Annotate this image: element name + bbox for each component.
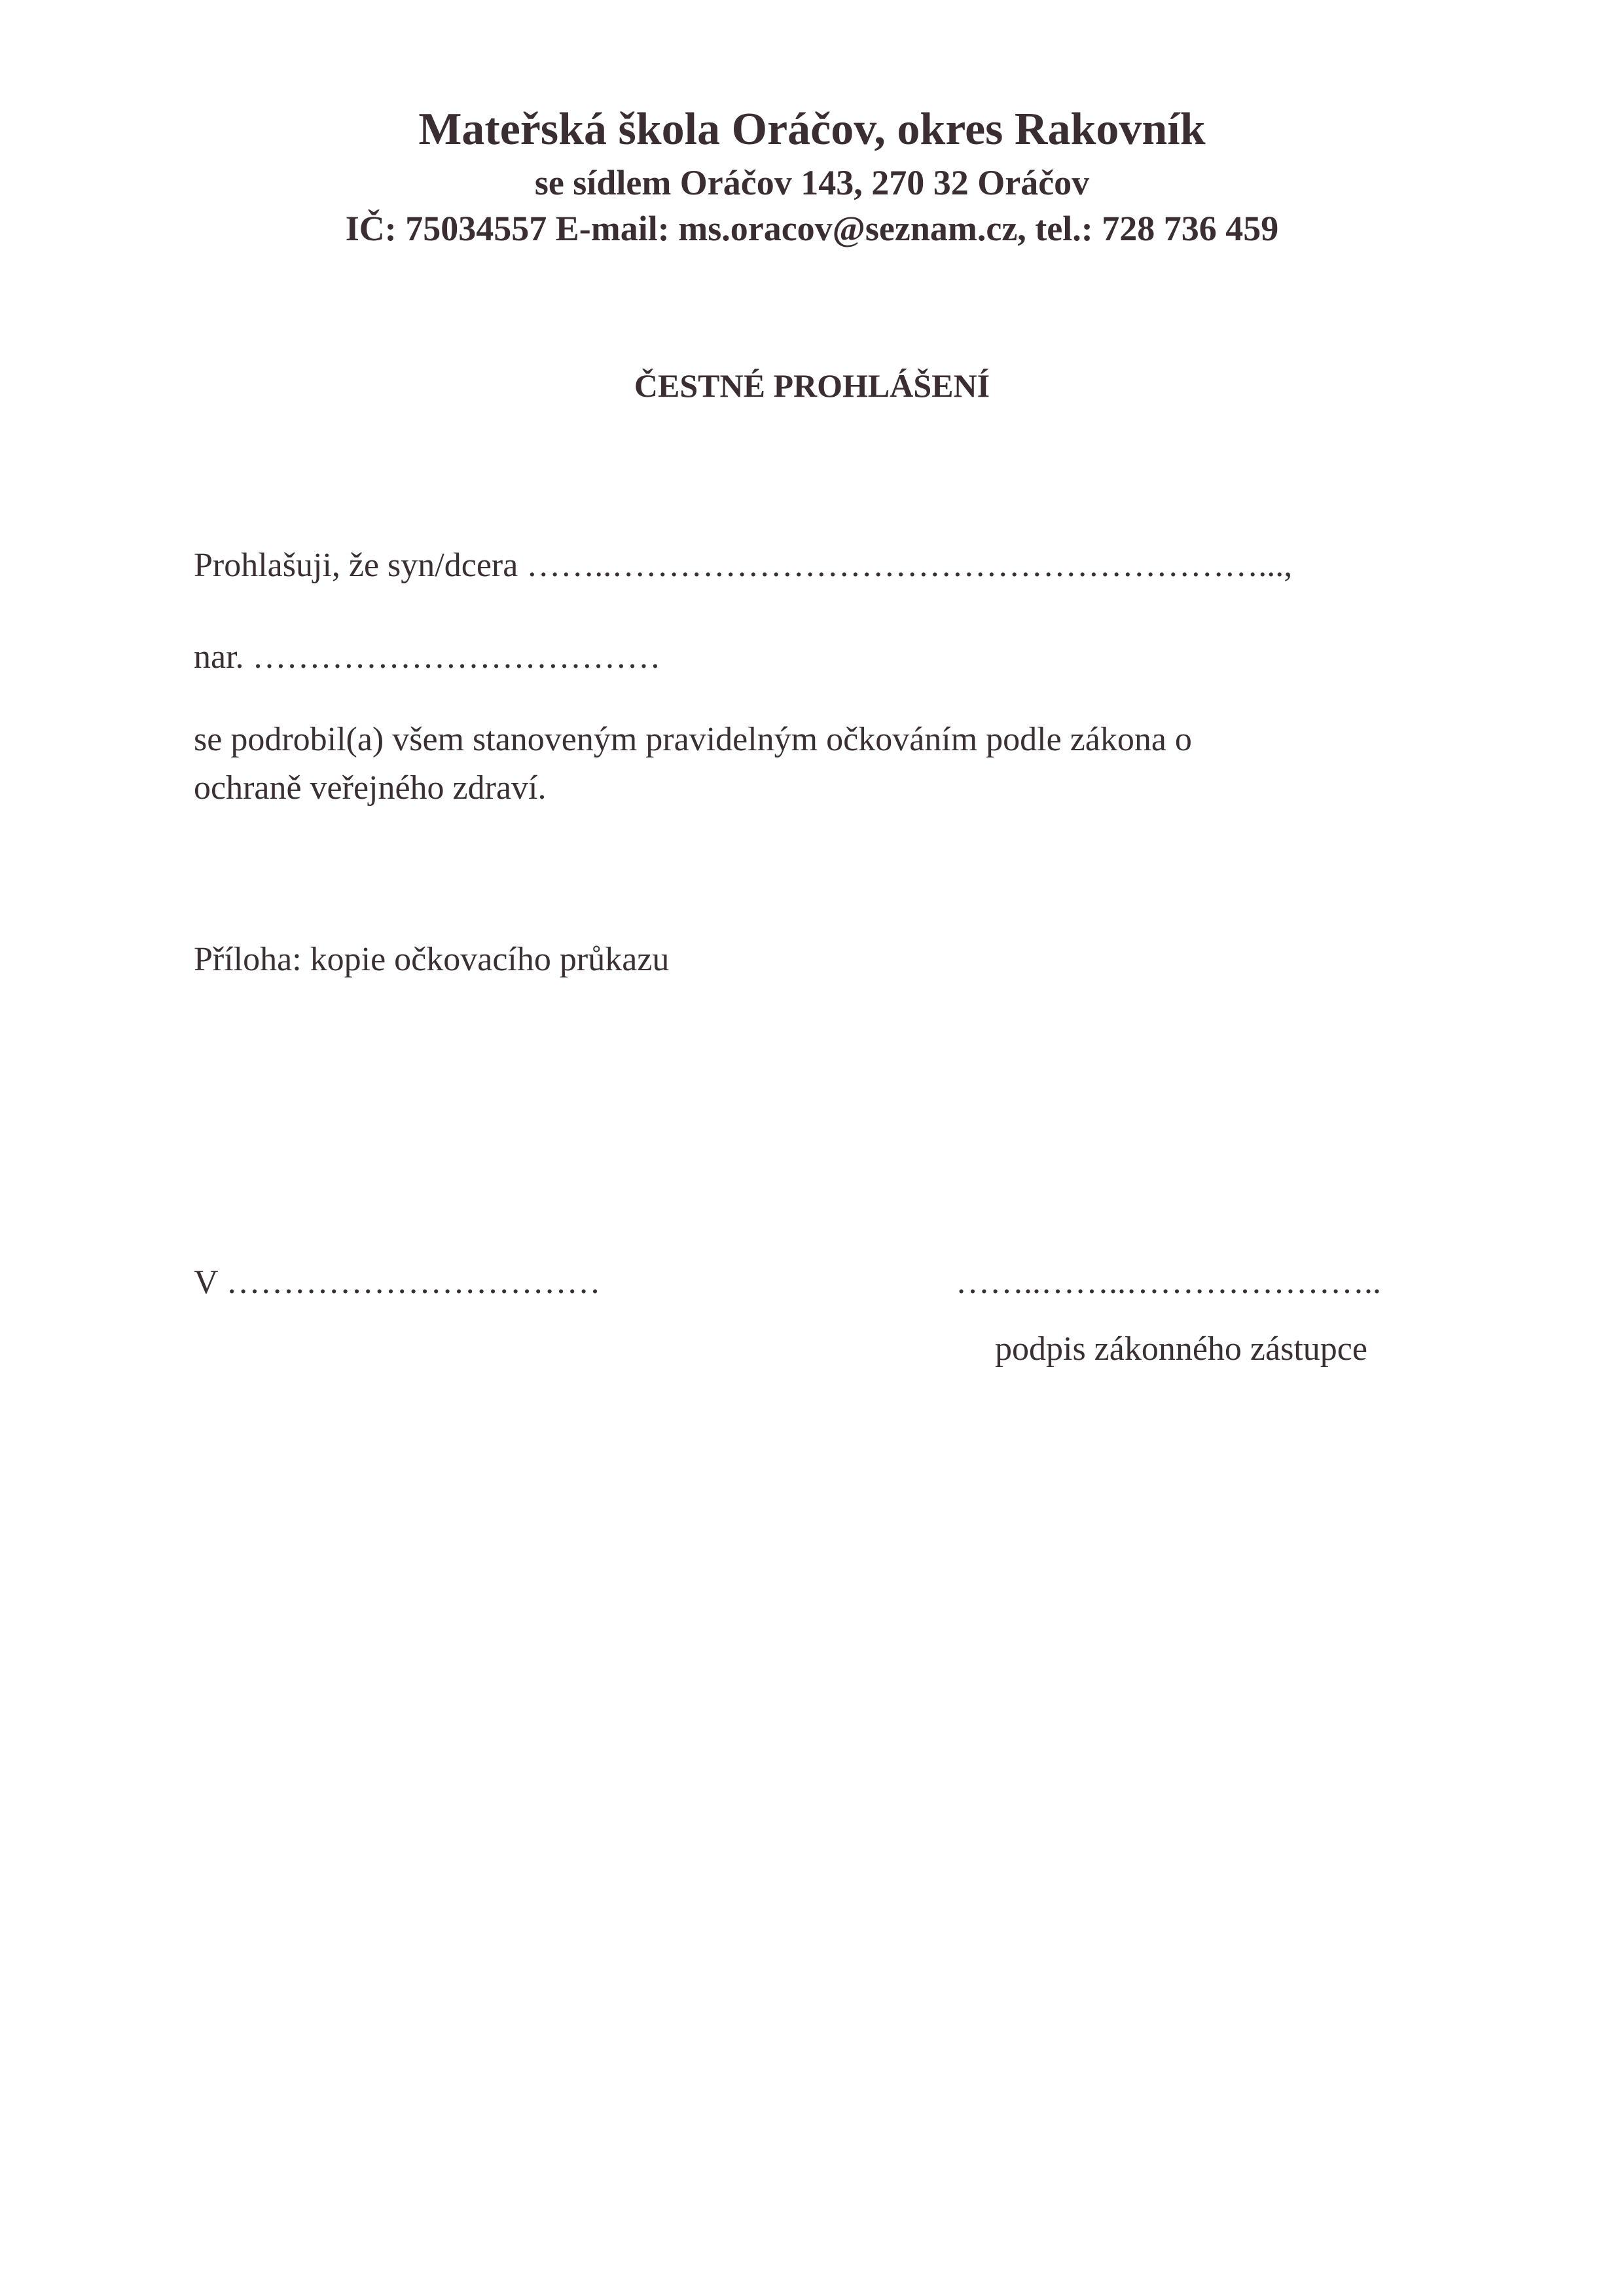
- document-title: ČESTNÉ PROHLÁŠENÍ: [634, 367, 990, 404]
- declaration-text-line-2: ochraně veřejného zdraví.: [194, 769, 547, 807]
- annex-note: Příloha: kopie očkovacího průkazu: [194, 941, 670, 978]
- signature-field: ……..……..…………………..: [956, 1264, 1381, 1301]
- school-name: Mateřská škola Oráčov, okres Rakovník: [418, 104, 1206, 155]
- declaration-text-line-1: se podrobil(a) všem stanoveným pravidelným očkováním podle zákona o: [194, 721, 1192, 758]
- child-name-field: Prohlašuji, že syn/dcera ……..…………………………………………………...,: [194, 547, 1293, 584]
- birth-date-field: nar. ………………………………: [194, 638, 661, 676]
- place-field: V ……………………………: [194, 1264, 601, 1301]
- signature-label: podpis zákonného zástupce: [995, 1330, 1367, 1368]
- school-identifiers: IČ: 75034557 E-mail: ms.oracov@seznam.cz, tel.: 728 736 459: [345, 209, 1279, 248]
- school-address: se sídlem Oráčov 143, 270 32 Oráčov: [534, 163, 1090, 202]
